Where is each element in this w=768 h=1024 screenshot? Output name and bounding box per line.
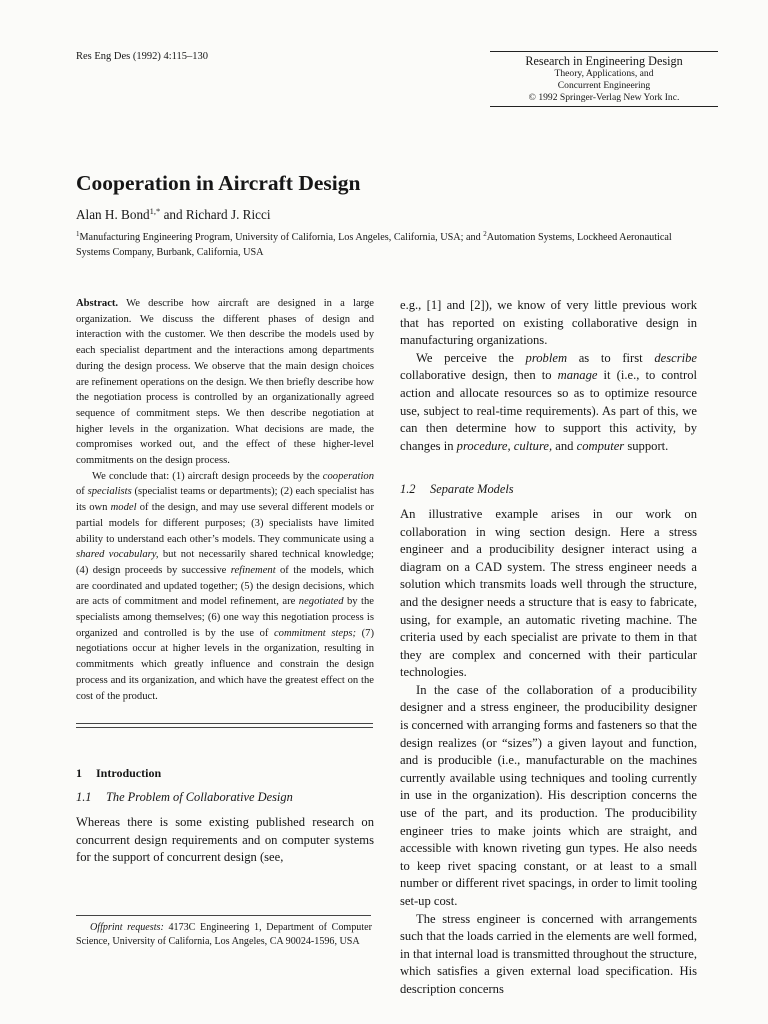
journal-subtitle-2: Concurrent Engineering	[557, 80, 651, 91]
right-para-5: The stress engineer is concerned with arrangements such that the loads carried in the elements are well formed, in that internal load is transmitted throughout the structure, which satisfies a given external load specification. His description concerns	[400, 911, 697, 996]
right-para-3: An illustrative example arises in our work on collaboration in wing section design. Here a stress engineer and a producibility designer interact using a diagram on a CAD system. The stress engineer needs a solution which transmits loads well through the structure, and the designer needs a structure that is easy to fabricate, using, for example, an automatic riveting machine. The criteria used by each specialist are private to them in that they are complex and concerned with their particular technologies.	[400, 506, 697, 680]
footnote-label: Offprint requests:	[90, 922, 164, 933]
subsection-heading-1-2	[400, 481, 697, 499]
subsection-heading-1-1	[76, 790, 374, 805]
journal-block	[490, 54, 718, 104]
paper-title: Cooperation in Aircraft Design	[76, 171, 361, 195]
author-1: Alan H. Bond	[76, 207, 150, 222]
section-heading-introduction	[76, 766, 374, 781]
affil-mark-2: 2	[483, 230, 487, 238]
section-number: 1	[76, 766, 82, 781]
footnote-text: 4173C Engineering 1, Department of Computer Science, University of California, Los Angeles, CA 90024-1596, USA	[76, 922, 373, 947]
footnote-rule	[76, 915, 371, 916]
abstract-rule-2	[76, 727, 373, 728]
intro-paragraph: Whereas there is some existing published research on concurrent design requirements and on computer systems for the support of concurrent design (see,	[76, 815, 374, 865]
affiliations	[76, 227, 696, 260]
abstract-para-1: Abstract. We describe how aircraft are designed in a large organization. We discuss the different phases of design and interaction with the customer. We then describe the models used by each specialist department and the interactions among departments during the design process. We observe that the main design choices are refinement operations on the design. We then briefly describe how the negotiation process is controlled by an organizationally agreed sequence of commitment steps. We then describe negotiation at higher levels in the organization. What decisions are made, the compromises worked out, and the effect of these higher-level commitments on the design process.	[76, 298, 374, 467]
journal-name: Research in Engineering Design	[525, 54, 683, 68]
abstract-rule	[76, 723, 373, 724]
subsection-number: 1.2	[400, 482, 416, 497]
affil-text-1: Manufacturing Engineering Program, University of California, Los Angeles, California, USA; and	[79, 232, 484, 243]
section-title: Introduction	[96, 766, 162, 781]
right-para-4: In the case of the collaboration of a producibility designer and a stress engineer, the producibility designer is concerned with arranging forms and fasteners so that the design realizes (or “sizes”) a given layout and function, and is producible (i.e., manufacturable on the machines currently available using techniques and tooling currently in use in the organization). His description concerns the use of the part, and its production. The producibility engineer tries to make joints which are straight, and accessible with known riveting gun types. He also needs to keep rivet spacing constant, or at least to a small number or different rivet spacings, in order to limit tooling set-up cost.	[400, 682, 697, 908]
footnote	[76, 921, 372, 949]
right-column	[400, 297, 697, 999]
abstract-label: Abstract.	[76, 298, 119, 309]
journal-citation: Res Eng Des (1992) 4:115–130	[76, 51, 209, 62]
journal-copyright: © 1992 Springer-Verlag New York Inc.	[528, 92, 680, 103]
abstract	[76, 296, 374, 704]
right-para-1: e.g., [1] and [2]), we know of very little previous work that has reported on existing collaborative design in manufacturing organizations.	[400, 298, 697, 348]
affil-mark-1: 1	[76, 230, 80, 238]
author-line	[76, 206, 271, 223]
journal-subtitle-1: Theory, Applications, and	[554, 68, 654, 79]
left-column	[76, 296, 374, 867]
right-para-2: We perceive the problem as to first describe collaborative design, then to manage it (i.e., to control action and allocate resources so as to optimize resource use, subject to real-time requirements). As part of this, we can then determine how to support this activity, by changes in procedure, culture, and computer support.	[400, 350, 697, 453]
author-1-mark: 1,*	[149, 206, 161, 216]
subsection-title: Separate Models	[430, 482, 514, 497]
affil-text-2: Automation Systems, Lockheed Aeronautical Systems Company, Burbank, California, USA	[76, 232, 672, 258]
abstract-para-2: We conclude that: (1) aircraft design proceeds by the cooperation of specialists (specialist teams or departments); (2) each specialist has its own model of the design, and may use several different models or partial models for different purposes; (3) specialists have limited ability to understand each other’s models. They communicate using a shared vocabulary, but not necessarily shared technical knowledge; (4) design proceeds by successive refinement of the models, which are coordinated and updated together; (5) the design decisions, which are acts of commitment and model refinement, are negotiated by the specialists among themselves; (6) one way this negotiation process is organized and controlled is by the use of commitment steps; (7) negotiations occur at higher levels in the organization, resulting in commitments which greatly influence and constrain the design process and its organization, and which have the greatest effect on the cost of the product.	[76, 470, 374, 702]
subsection-title: The Problem of Collaborative Design	[106, 790, 293, 805]
author-2: and Richard J. Ricci	[160, 207, 271, 222]
journal-bottom-rule	[490, 106, 718, 107]
subsection-number: 1.1	[76, 790, 92, 805]
journal-top-rule	[490, 51, 718, 52]
